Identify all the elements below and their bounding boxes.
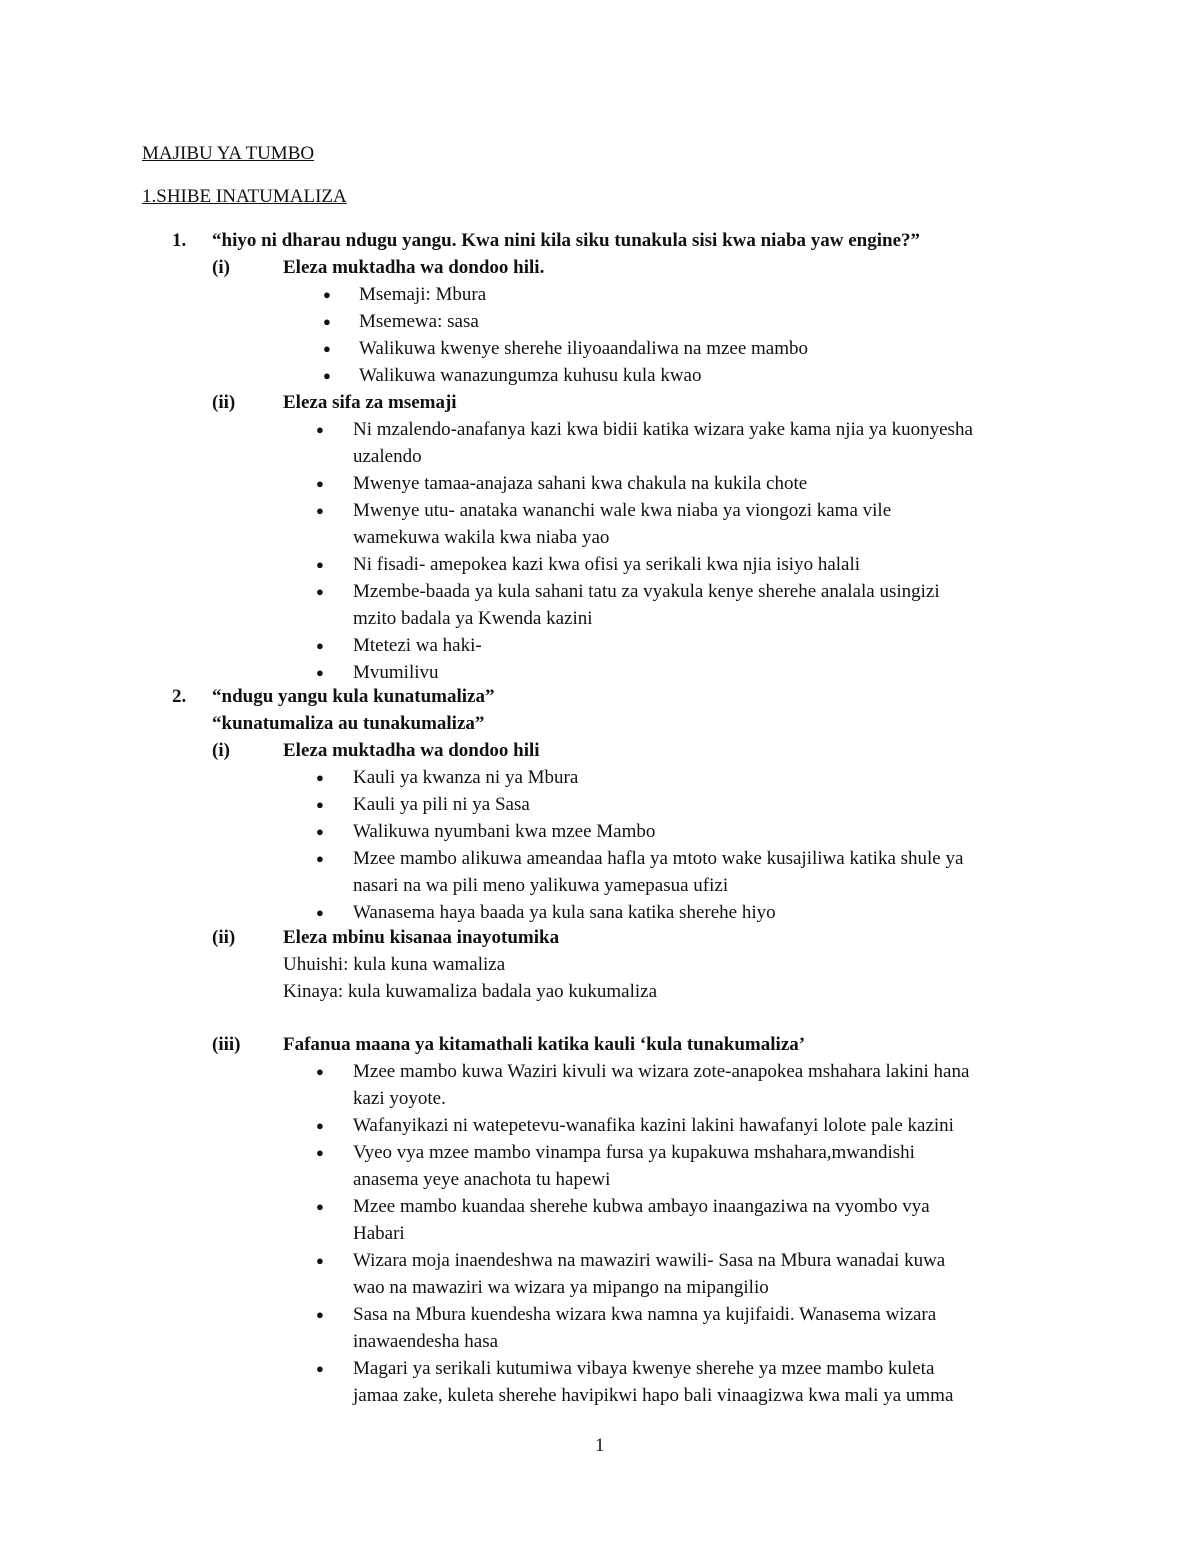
sub-label: (ii) xyxy=(212,927,236,948)
sub-label: (ii) xyxy=(212,392,236,413)
sub-title: Fafanua maana ya kitamathali katika kauli ‘kula tunakumaliza’ xyxy=(283,1034,806,1055)
list-item-text: Mzee mambo alikuwa ameandaa hafla ya mtoto wake kusajiliwa katika shule ya xyxy=(353,848,964,869)
list-item xyxy=(0,308,479,335)
list-item xyxy=(0,1301,937,1328)
bullet-icon: ● xyxy=(316,1199,324,1214)
bullet-icon: ● xyxy=(316,1145,324,1160)
list-item-continuation xyxy=(0,1382,954,1409)
bullet-icon: ● xyxy=(316,422,324,437)
list-item-text: Mvumilivu xyxy=(353,662,439,683)
page-number: 1 xyxy=(595,1435,605,1456)
list-item-text: nasari na wa pili meno yalikuwa yamepasua ufizi xyxy=(353,875,729,896)
bullet-icon: ● xyxy=(316,1064,324,1079)
list-item-text: Mwenye tamaa-anajaza sahani kwa chakula na kukila chote xyxy=(353,473,808,494)
list-item-continuation xyxy=(0,1085,616,1112)
list-item-continuation xyxy=(0,1166,616,1193)
list-item-text: Mzembe-baada ya kula sahani tatu za vyakula kenye sherehe analala usingizi xyxy=(353,581,940,602)
bullet-icon: ● xyxy=(323,368,331,383)
list-item xyxy=(0,659,620,686)
list-item-text: Kauli ya pili ni ya Sasa xyxy=(353,794,530,815)
list-item-text: Walikuwa wanazungumza kuhusu kula kwao xyxy=(359,365,702,386)
list-item xyxy=(0,899,776,926)
q2-ii-line-2: Kinaya: kula kuwamaliza badala yao kukumaliza xyxy=(283,981,658,1002)
list-item-text: inawaendesha hasa xyxy=(353,1331,499,1352)
list-item xyxy=(0,1139,915,1166)
bullet-icon: ● xyxy=(316,638,324,653)
question-text: “hiyo ni dharau ndugu yangu. Kwa nini kila siku tunakula sisi kwa niaba yaw engine?” xyxy=(212,230,921,251)
bullet-icon: ● xyxy=(316,584,324,599)
list-item-text: jamaa zake, kuleta sherehe havipikwi hapo bali vinaagizwa kwa mali ya umma xyxy=(353,1385,954,1406)
sub-label: (i) xyxy=(212,257,230,278)
list-item-text: mzito badala ya Kwenda kazini xyxy=(353,608,593,629)
sub-title: Eleza muktadha wa dondoo hili. xyxy=(283,257,545,278)
list-item-text: Wizara moja inaendeshwa na mawaziri wawili- Sasa na Mbura wanadai kuwa xyxy=(353,1250,946,1271)
list-item xyxy=(0,1193,930,1220)
bullet-icon: ● xyxy=(323,341,331,356)
list-item xyxy=(0,497,892,524)
list-item-continuation xyxy=(0,524,620,551)
sub-title: Eleza muktadha wa dondoo hili xyxy=(283,740,540,761)
sub-label: (iii) xyxy=(212,1034,241,1055)
question-text: “kunatumaliza au tunakumaliza” xyxy=(212,713,485,734)
list-item xyxy=(0,281,487,308)
bullet-icon: ● xyxy=(316,1307,324,1322)
q1-i-bullets xyxy=(0,281,809,389)
bullet-icon: ● xyxy=(316,503,324,518)
sub-title: Eleza sifa za msemaji xyxy=(283,392,457,413)
bullet-icon: ● xyxy=(316,557,324,572)
question-number: 2. xyxy=(172,686,187,707)
list-item-text: Wafanyikazi ni watepetevu-wanafika kazini lakini hawafanyi lolote pale kazini xyxy=(353,1115,954,1136)
list-item-text: Ni fisadi- amepokea kazi kwa ofisi ya serikali kwa njia isiyo halali xyxy=(353,554,861,575)
list-item xyxy=(0,362,702,389)
q1-ii-bullets xyxy=(0,416,973,686)
section-heading: 1.SHIBE INATUMALIZA xyxy=(142,186,347,207)
list-item xyxy=(0,470,808,497)
list-item-text: Mzee mambo kuandaa sherehe kubwa ambayo inaangaziwa na vyombo vya xyxy=(353,1196,930,1217)
list-item-text: anasema yeye anachota tu hapewi xyxy=(353,1169,611,1190)
list-item xyxy=(0,818,656,845)
bullet-icon: ● xyxy=(316,476,324,491)
list-item-text: Mwenye utu- anataka wananchi wale kwa niaba ya viongozi kama vile xyxy=(353,500,892,521)
bullet-icon: ● xyxy=(316,905,324,920)
list-item-text: Habari xyxy=(353,1223,405,1244)
list-item xyxy=(0,1355,935,1382)
q2-i-bullets xyxy=(0,764,964,926)
q2-iii-bullets xyxy=(0,1058,970,1409)
list-item xyxy=(0,1112,954,1139)
list-item-continuation xyxy=(0,605,620,632)
list-item-text: Vyeo vya mzee mambo vinampa fursa ya kupakuwa mshahara,mwandishi xyxy=(353,1142,915,1163)
list-item xyxy=(0,578,940,605)
list-item-continuation xyxy=(0,443,620,470)
list-item-text: Ni mzalendo-anafanya kazi kwa bidii katika wizara yake kama njia ya kuonyesha xyxy=(353,419,973,440)
list-item-continuation xyxy=(0,872,729,899)
list-item-text: Msemewa: sasa xyxy=(359,311,479,332)
bullet-icon: ● xyxy=(316,665,324,680)
list-item-text: Mtetezi wa haki- xyxy=(353,635,482,656)
list-item-text: Walikuwa kwenye sherehe iliyoaandaliwa na mzee mambo xyxy=(359,338,809,359)
list-item xyxy=(0,416,973,443)
q2-ii-line-1: Uhuishi: kula kuna wamaliza xyxy=(283,954,506,975)
bullet-icon: ● xyxy=(316,824,324,839)
bullet-icon: ● xyxy=(316,851,324,866)
list-item-text: Magari ya serikali kutumiwa vibaya kwenye sherehe ya mzee mambo kuleta xyxy=(353,1358,935,1379)
list-item-text: Wanasema haya baada ya kula sana katika sherehe hiyo xyxy=(353,902,776,923)
sub-title: Eleza mbinu kisanaa inayotumika xyxy=(283,927,560,948)
bullet-icon: ● xyxy=(316,1118,324,1133)
list-item-continuation xyxy=(0,1220,616,1247)
document-title: MAJIBU YA TUMBO xyxy=(142,143,315,164)
bullet-icon: ● xyxy=(316,1361,324,1376)
list-item-continuation xyxy=(0,1274,769,1301)
list-item xyxy=(0,1247,946,1274)
list-item xyxy=(0,791,610,818)
list-item-text: Mzee mambo kuwa Waziri kivuli wa wizara zote-anapokea mshahara lakini hana xyxy=(353,1061,970,1082)
list-item xyxy=(0,845,964,872)
bullet-icon: ● xyxy=(316,797,324,812)
list-item-text: Msemaji: Mbura xyxy=(359,284,487,305)
list-item-text: kazi yoyote. xyxy=(353,1088,446,1109)
list-item-text: uzalendo xyxy=(353,446,422,467)
list-item xyxy=(0,1058,970,1085)
list-item xyxy=(0,551,861,578)
list-item xyxy=(0,632,620,659)
list-item-text: Kauli ya kwanza ni ya Mbura xyxy=(353,767,579,788)
sub-label: (i) xyxy=(212,740,230,761)
list-item-text: wao na mawaziri wa wizara ya mipango na mipangilio xyxy=(353,1277,769,1298)
question-number: 1. xyxy=(172,230,187,251)
list-item-text: Walikuwa nyumbani kwa mzee Mambo xyxy=(353,821,656,842)
list-item xyxy=(0,764,610,791)
question-text: “ndugu yangu kula kunatumaliza” xyxy=(212,686,495,707)
bullet-icon: ● xyxy=(323,314,331,329)
bullet-icon: ● xyxy=(316,1253,324,1268)
list-item-text: wamekuwa wakila kwa niaba yao xyxy=(353,527,610,548)
bullet-icon: ● xyxy=(316,770,324,785)
list-item-text: Sasa na Mbura kuendesha wizara kwa namna ya kujifaidi. Wanasema wizara xyxy=(353,1304,937,1325)
bullet-icon: ● xyxy=(323,287,331,302)
list-item xyxy=(0,335,809,362)
list-item-continuation xyxy=(0,1328,616,1355)
